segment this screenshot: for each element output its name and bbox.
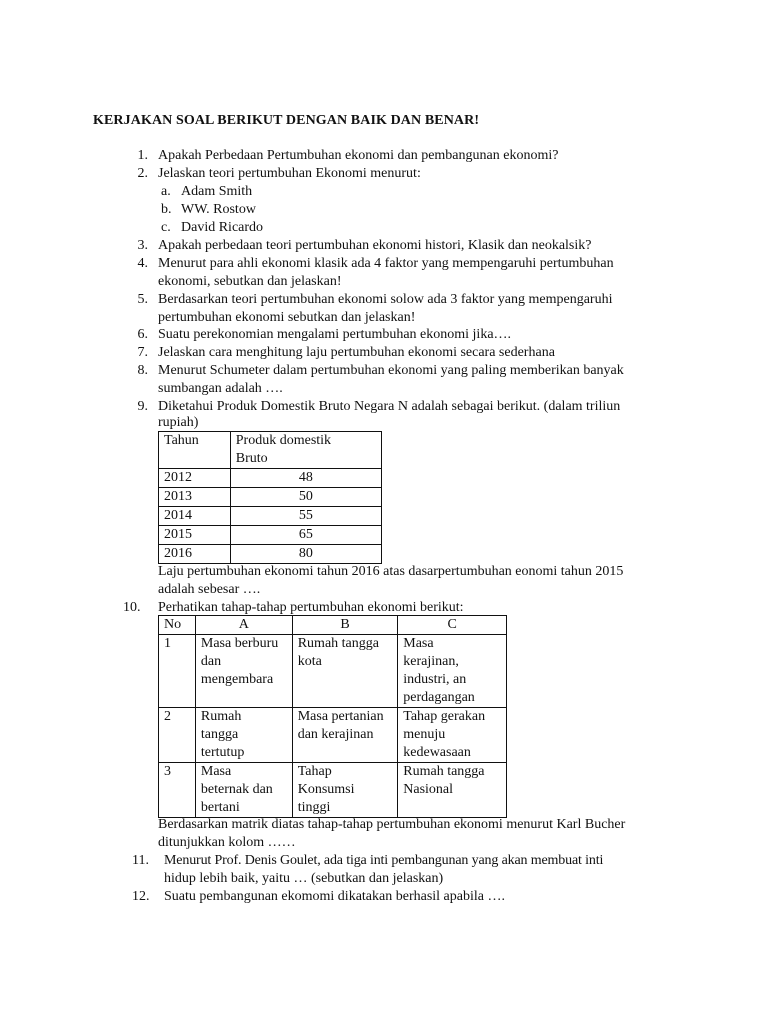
question-text-continued: hidup lebih baik, yaitu … (sebutkan dan jelaskan): [164, 871, 444, 886]
question-number: 8.: [137, 363, 148, 378]
question-number: 10.: [123, 600, 141, 615]
table-row: [159, 488, 382, 507]
cell-a: [195, 708, 292, 763]
gdp-table: [158, 431, 382, 564]
cell-line: kedewasaan: [403, 745, 471, 760]
year-cell: 2013: [159, 488, 231, 507]
question-text: Apakah perbedaan teori pertumbuhan ekonomi histori, Klasik dan neokalsik?: [158, 238, 592, 253]
table-row: [159, 708, 507, 763]
cell-line: mengembara: [200, 672, 274, 687]
question-text-continued: sumbangan adalah ….: [158, 381, 283, 396]
question-text: Diketahui Produk Domestik Bruto Negara N adalah sebagai berikut. (dalam triliun: [158, 399, 621, 414]
cell-a: [195, 635, 292, 708]
cell-b: [292, 763, 398, 818]
cell-b: [292, 708, 398, 763]
cell-line: Rumah tangga: [403, 764, 485, 779]
table-row: [159, 635, 507, 708]
question-text: Menurut para ahli ekonomi klasik ada 4 faktor yang mempengaruhi pertumbuhan: [158, 256, 614, 271]
cell-b: [292, 635, 398, 708]
year-cell: 2015: [159, 526, 231, 545]
cell-line: tinggi: [297, 800, 331, 815]
question-number: 9.: [137, 399, 148, 414]
header-cell: Tahun: [159, 432, 231, 469]
cell-line: Masa: [200, 764, 232, 779]
question-number: 7.: [137, 345, 148, 360]
value-cell: 80: [230, 545, 381, 564]
question-text: Suatu perekonomian mengalami pertumbuhan ekonomi jika….: [158, 327, 512, 342]
header-cell: B: [292, 616, 398, 635]
question-number: 1.: [137, 148, 148, 163]
cell-a: [195, 763, 292, 818]
header-cell: C: [398, 616, 507, 635]
question-text: Menurut Prof. Denis Goulet, ada tiga inti pembangunan yang akan membuat inti: [164, 853, 604, 868]
cell-line: tertutup: [200, 745, 245, 760]
table-row: [159, 763, 507, 818]
cell-line: Tahap: [297, 764, 332, 779]
cell-line: Konsumsi: [297, 782, 355, 797]
question-number: 6.: [137, 327, 148, 342]
question-text-continued: ekonomi, sebutkan dan jelaskan!: [158, 274, 342, 289]
cell-line: Rumah tangga: [297, 636, 379, 651]
cell-line: Nasional: [403, 782, 454, 797]
question-number: 12.: [132, 889, 150, 904]
sub-item-text: Adam Smith: [181, 184, 253, 199]
question-text: Suatu pembangunan ekomomi dikatakan berhasil apabila ….: [164, 889, 505, 904]
cell-c: [398, 763, 507, 818]
no-cell: 2: [159, 708, 196, 763]
year-cell: 2014: [159, 507, 231, 526]
question-text: Jelaskan teori pertumbuhan Ekonomi menurut:: [158, 166, 421, 181]
table-row: [159, 469, 382, 488]
value-cell: 50: [230, 488, 381, 507]
cell-line: Tahap gerakan: [403, 709, 486, 724]
question-text: Berdasarkan teori pertumbuhan ekonomi solow ada 3 faktor yang mempengaruhi: [158, 292, 613, 307]
sub-item-text: David Ricardo: [181, 220, 264, 235]
cell-line: tangga: [200, 727, 239, 742]
table-row: [159, 545, 382, 564]
cell-line: Masa pertanian: [297, 709, 384, 724]
cell-c: [398, 635, 507, 708]
question-number: 11.: [132, 853, 149, 868]
cell-line: dan: [200, 654, 222, 669]
header-cell: A: [195, 616, 292, 635]
cell-line: menuju: [403, 727, 446, 742]
question-text: Apakah Perbedaan Pertumbuhan ekonomi dan pembangunan ekonomi?: [158, 148, 559, 163]
stages-table: [158, 615, 507, 818]
header-cell: No: [159, 616, 196, 635]
question-followup: adalah sebesar ….: [158, 582, 261, 597]
header-line: Bruto: [235, 451, 268, 466]
header-cell: [230, 432, 381, 469]
value-cell: 55: [230, 507, 381, 526]
question-followup: Berdasarkan matrik diatas tahap-tahap pertumbuhan ekonomi menurut Karl Bucher: [158, 817, 626, 832]
cell-line: Masa berburu: [200, 636, 279, 651]
cell-c: [398, 708, 507, 763]
cell-line: industri, an: [403, 672, 467, 687]
question-text-continued: pertumbuhan ekonomi sebutkan dan jelaskan!: [158, 310, 416, 325]
table-row: [159, 507, 382, 526]
value-cell: 48: [230, 469, 381, 488]
value-cell: 65: [230, 526, 381, 545]
no-cell: 3: [159, 763, 196, 818]
table-header-row: [159, 616, 507, 635]
table-header-row: [159, 432, 382, 469]
cell-line: perdagangan: [403, 690, 475, 705]
question-number: 5.: [137, 292, 148, 307]
question-number: 4.: [137, 256, 148, 271]
year-cell: 2016: [159, 545, 231, 564]
year-cell: 2012: [159, 469, 231, 488]
page-title: KERJAKAN SOAL BERIKUT DENGAN BAIK DAN BENAR!: [93, 113, 480, 128]
question-followup: ditunjukkan kolom ……: [158, 835, 296, 850]
question-text: Jelaskan cara menghitung laju pertumbuhan ekonomi secara sederhana: [158, 345, 555, 360]
question-text-continued: rupiah): [158, 415, 199, 430]
cell-line: Rumah: [200, 709, 242, 724]
cell-line: kerajinan,: [403, 654, 459, 669]
question-number: 2.: [137, 166, 148, 181]
cell-line: dan kerajinan: [297, 727, 374, 742]
cell-line: kota: [297, 654, 322, 669]
cell-line: beternak dan: [200, 782, 273, 797]
cell-line: Masa: [403, 636, 434, 651]
sub-item-letter: c.: [161, 220, 171, 235]
table-row: [159, 526, 382, 545]
no-cell: 1: [159, 635, 196, 708]
question-number: 3.: [137, 238, 148, 253]
question-text: Menurut Schumeter dalam pertumbuhan ekonomi yang paling memberikan banyak: [158, 363, 624, 378]
header-line: Produk domestik: [235, 433, 332, 448]
sub-item-letter: b.: [161, 202, 172, 217]
question-followup: Laju pertumbuhan ekonomi tahun 2016 atas dasarpertumbuhan eonomi tahun 2015: [158, 564, 624, 579]
sub-item-letter: a.: [161, 184, 171, 199]
sub-item-text: WW. Rostow: [181, 202, 256, 217]
question-text: Perhatikan tahap-tahap pertumbuhan ekonomi berikut:: [158, 600, 464, 615]
cell-line: bertani: [200, 800, 240, 815]
